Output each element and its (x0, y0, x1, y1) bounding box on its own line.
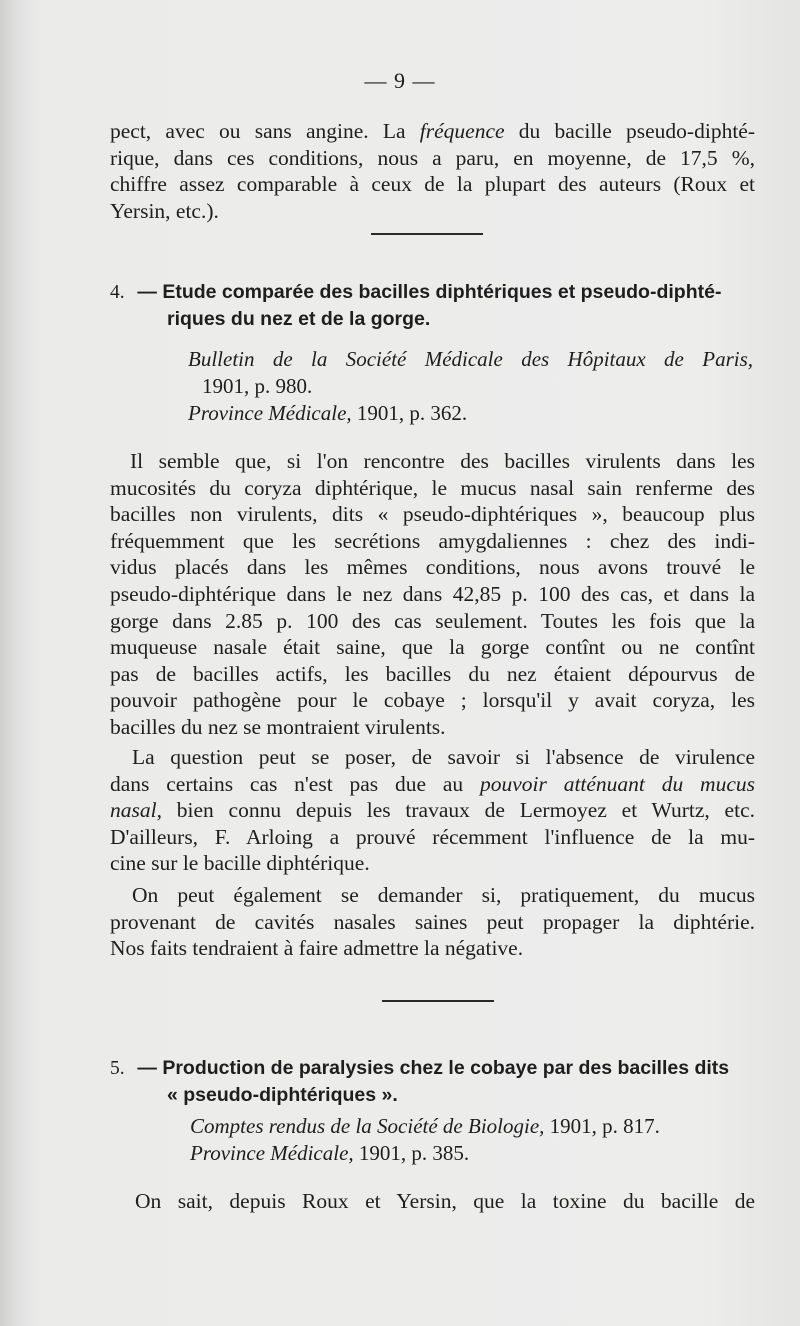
section-5-heading (110, 1055, 760, 1109)
text-line: fréquemment que les secrétions amygdaliennes : chez des indi- (110, 528, 755, 553)
text-line: La question peut se poser, de savoir si l'absence de virulence (132, 745, 755, 769)
reference-details: 1901, p. 817. (544, 1114, 660, 1138)
text-line: Nos faits tendraient à faire admettre la négative. (110, 936, 524, 961)
reference-journal: Province Médicale, (188, 401, 352, 425)
reference-details: 1901, p. 980. (202, 374, 313, 398)
text-line: bacilles du nez se montraient virulents. (110, 714, 446, 739)
text-line: cine sur le bacille diphtérique. (110, 851, 370, 876)
section-5-title-line1: — Production de paralysies chez le cobaye par des bacilles dits (137, 1057, 730, 1079)
text-line: muqueuse nasale était saine, que la gorge contînt ou ne contînt (110, 635, 755, 660)
section-4-references (188, 346, 753, 427)
section-4-title-line2: riques du nez et de la gorge. (167, 308, 431, 330)
reference-line (190, 1140, 755, 1167)
section-5-paragraph-1 (110, 1188, 755, 1215)
text-line: On peut également se demander si, pratiquement, du mucus (132, 883, 755, 907)
section-4-number: 4. (110, 282, 125, 303)
reference-line (190, 1113, 755, 1140)
text-line: chiffre assez comparable à ceux de la plupart des auteurs (Roux et (110, 172, 755, 197)
reference-details: 1901, p. 385. (353, 1141, 470, 1165)
section-4-heading (110, 279, 760, 333)
text-line: gorge dans 2.85 p. 100 des cas seulement. Toutes les fois que la (110, 608, 755, 633)
text-line: D'ailleurs, F. Arloing a prouvé récemment l'influence de la mu- (110, 824, 755, 849)
emphasis: pouvoir atténuant du mucus (479, 771, 755, 796)
text-line: bacilles non virulents, dits « pseudo-diphtériques », beaucoup plus (110, 502, 755, 527)
top-paragraph (110, 118, 755, 224)
section-5-references (190, 1113, 755, 1167)
section-4-paragraph-1 (110, 448, 755, 741)
text-line: On sait, depuis Roux et Yersin, que la toxine du bacille de (135, 1189, 755, 1213)
reference-journal: Comptes rendus de la Société de Biologie, (190, 1114, 545, 1138)
section-divider (371, 233, 483, 235)
section-4-paragraph-2 (110, 744, 755, 877)
emphasis: fréquence (419, 119, 505, 143)
reference-journal: Province Médicale, (190, 1141, 354, 1165)
section-5-number: 5. (110, 1058, 125, 1079)
page-number: — 9 — (364, 68, 436, 93)
text-line: vidus placés dans les mêmes conditions, nous avons trouvé le (110, 555, 755, 580)
reference-details: 1901, p. 362. (351, 401, 468, 425)
section-4-title-line1: — Etude comparée des bacilles diphtériques et pseudo-diphté- (137, 281, 722, 303)
text-line: nasal, bien connu depuis les travaux de Lermoyez et Wurtz, etc. (110, 798, 755, 823)
reference-journal: Bulletin de la Société Médicale des Hôpitaux de Paris, (188, 347, 753, 371)
text-line: rique, dans ces conditions, nous a paru, en moyenne, de 17,5 %, (110, 145, 755, 170)
text-line: Yersin, etc.). (110, 198, 219, 223)
emphasis: nasal (110, 798, 157, 823)
text-line: pseudo-diphtérique dans le nez dans 42,85 p. 100 des cas, et dans la (110, 581, 755, 606)
text-line: dans certains cas n'est pas due au pouvoir atténuant du mucus (110, 771, 755, 796)
section-4-paragraph-3 (110, 882, 755, 962)
text-line: pas de bacilles actifs, les bacilles du nez étaient dépourvus de (110, 661, 755, 686)
text-line: pouvoir pathogène pour le cobaye ; lorsqu'il y avait coryza, les (110, 688, 755, 713)
text-line: pect, avec ou sans angine. La fréquence du bacille pseudo-diphté- (110, 119, 755, 143)
text-line: Il semble que, si l'on rencontre des bacilles virulents dans les (130, 449, 755, 473)
section-5-title-line2: « pseudo-diphtériques ». (167, 1084, 398, 1106)
section-divider (382, 1000, 494, 1002)
reference-line (188, 400, 753, 427)
text-line: mucosités du coryza diphtérique, le mucus nasal sain renferme des (110, 475, 755, 500)
text-line: provenant de cavités nasales saines peut propager la diphtérie. (110, 909, 755, 934)
